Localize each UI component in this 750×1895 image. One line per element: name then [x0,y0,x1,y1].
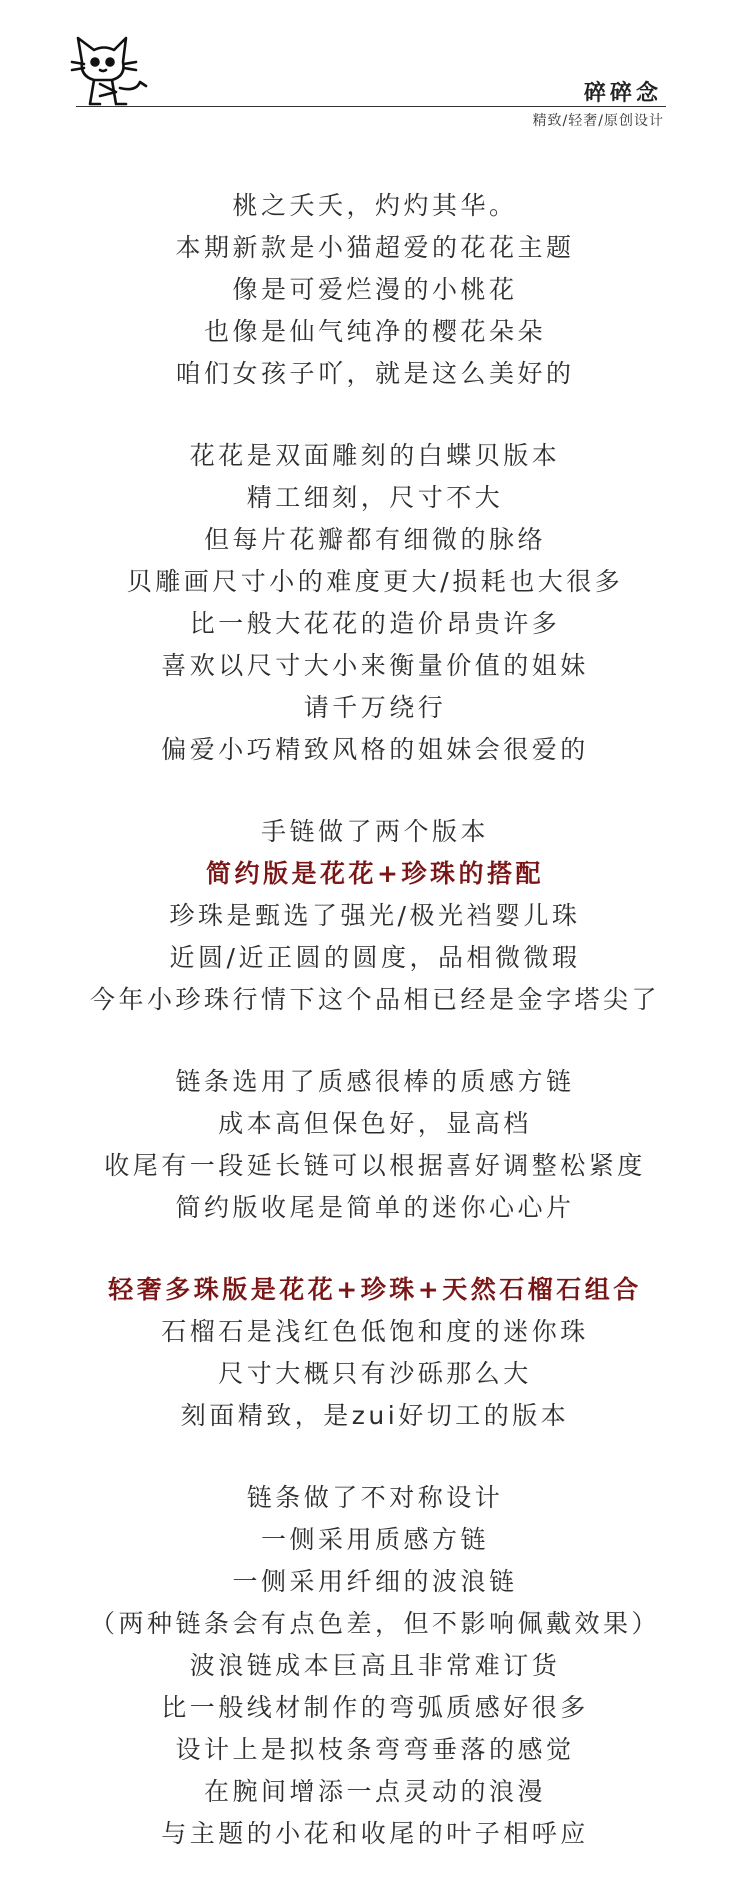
text-line: 尺寸大概只有沙砾那么大 [218,1359,532,1388]
paragraph [0,811,750,1021]
text-line: 比一般线材制作的弯弧质感好很多 [161,1693,589,1722]
header-divider [76,106,666,107]
highlight-line: 轻奢多珠版是花花+珍珠+天然石榴石组合 [108,1275,642,1304]
text-line: 请千万绕行 [303,693,447,722]
highlight-line: 简约版是花花+珍珠的搭配 [206,859,544,888]
text-line: 喜欢以尺寸大小来衡量价值的姐妹 [161,651,589,680]
text-line: 贝雕画尺寸小的难度更大/损耗也大很多 [126,567,624,596]
text-line: 波浪链成本巨高且非常难订货 [189,1651,561,1680]
paragraph [0,1061,750,1229]
text-line: 设计上是拟枝条弯弯垂落的感觉 [175,1735,575,1764]
text-line: 比一般大花花的造价昂贵许多 [189,609,561,638]
text-line: 也像是仙气纯净的樱花朵朵 [203,317,546,346]
text-line: 咱们女孩子吖，就是这么美好的 [175,359,575,388]
text-line: 刻面精致，是zui好切工的版本 [180,1401,570,1430]
text-line: 手链做了两个版本 [260,817,489,846]
text-line: （两种链条会有点色差，但不影响佩戴效果） [89,1609,660,1638]
brand-tagline: 精致/轻奢/原创设计 [532,113,664,129]
text-line: 花花是双面雕刻的白蝶贝版本 [189,441,561,470]
text-line: 与主题的小花和收尾的叶子相呼应 [161,1819,589,1848]
article-body [0,185,750,1895]
paragraph [0,185,750,395]
text-line: 简约版收尾是简单的迷你心心片 [175,1193,575,1222]
text-line: 一侧采用纤细的波浪链 [232,1567,518,1596]
text-line: 精工细刻，尺寸不大 [246,483,504,512]
text-line: 今年小珍珠行情下这个品相已经是金字塔尖了 [89,985,660,1014]
header [0,0,750,140]
text-line: 一侧采用质感方链 [260,1525,489,1554]
text-line: 桃之夭夭，灼灼其华。 [232,191,518,220]
paragraph [0,1477,750,1855]
paragraph [0,435,750,771]
text-line: 链条选用了质感很棒的质感方链 [175,1067,575,1096]
text-line: 珍珠是甄选了强光/极光裆婴儿珠 [169,901,581,930]
text-line: 石榴石是浅红色低饱和度的迷你珠 [161,1317,589,1346]
text-line: 但每片花瓣都有细微的脉络 [203,525,546,554]
cat-doodle-icon [70,32,154,108]
text-line: 在腕间增添一点灵动的浪漫 [203,1777,546,1806]
text-line: 成本高但保色好，显高档 [218,1109,532,1138]
text-line: 收尾有一段延长链可以根据喜好调整松紧度 [104,1151,646,1180]
text-line: 偏爱小巧精致风格的姐妹会很爱的 [161,735,589,764]
text-line: 本期新款是小猫超爱的花花主题 [175,233,575,262]
text-line: 链条做了不对称设计 [246,1483,504,1512]
text-line: 近圆/近正圆的圆度，品相微微瑕 [169,943,581,972]
text-line: 像是可爱烂漫的小桃花 [232,275,518,304]
paragraph [0,1269,750,1437]
brand-title: 碎碎念 [583,81,662,106]
